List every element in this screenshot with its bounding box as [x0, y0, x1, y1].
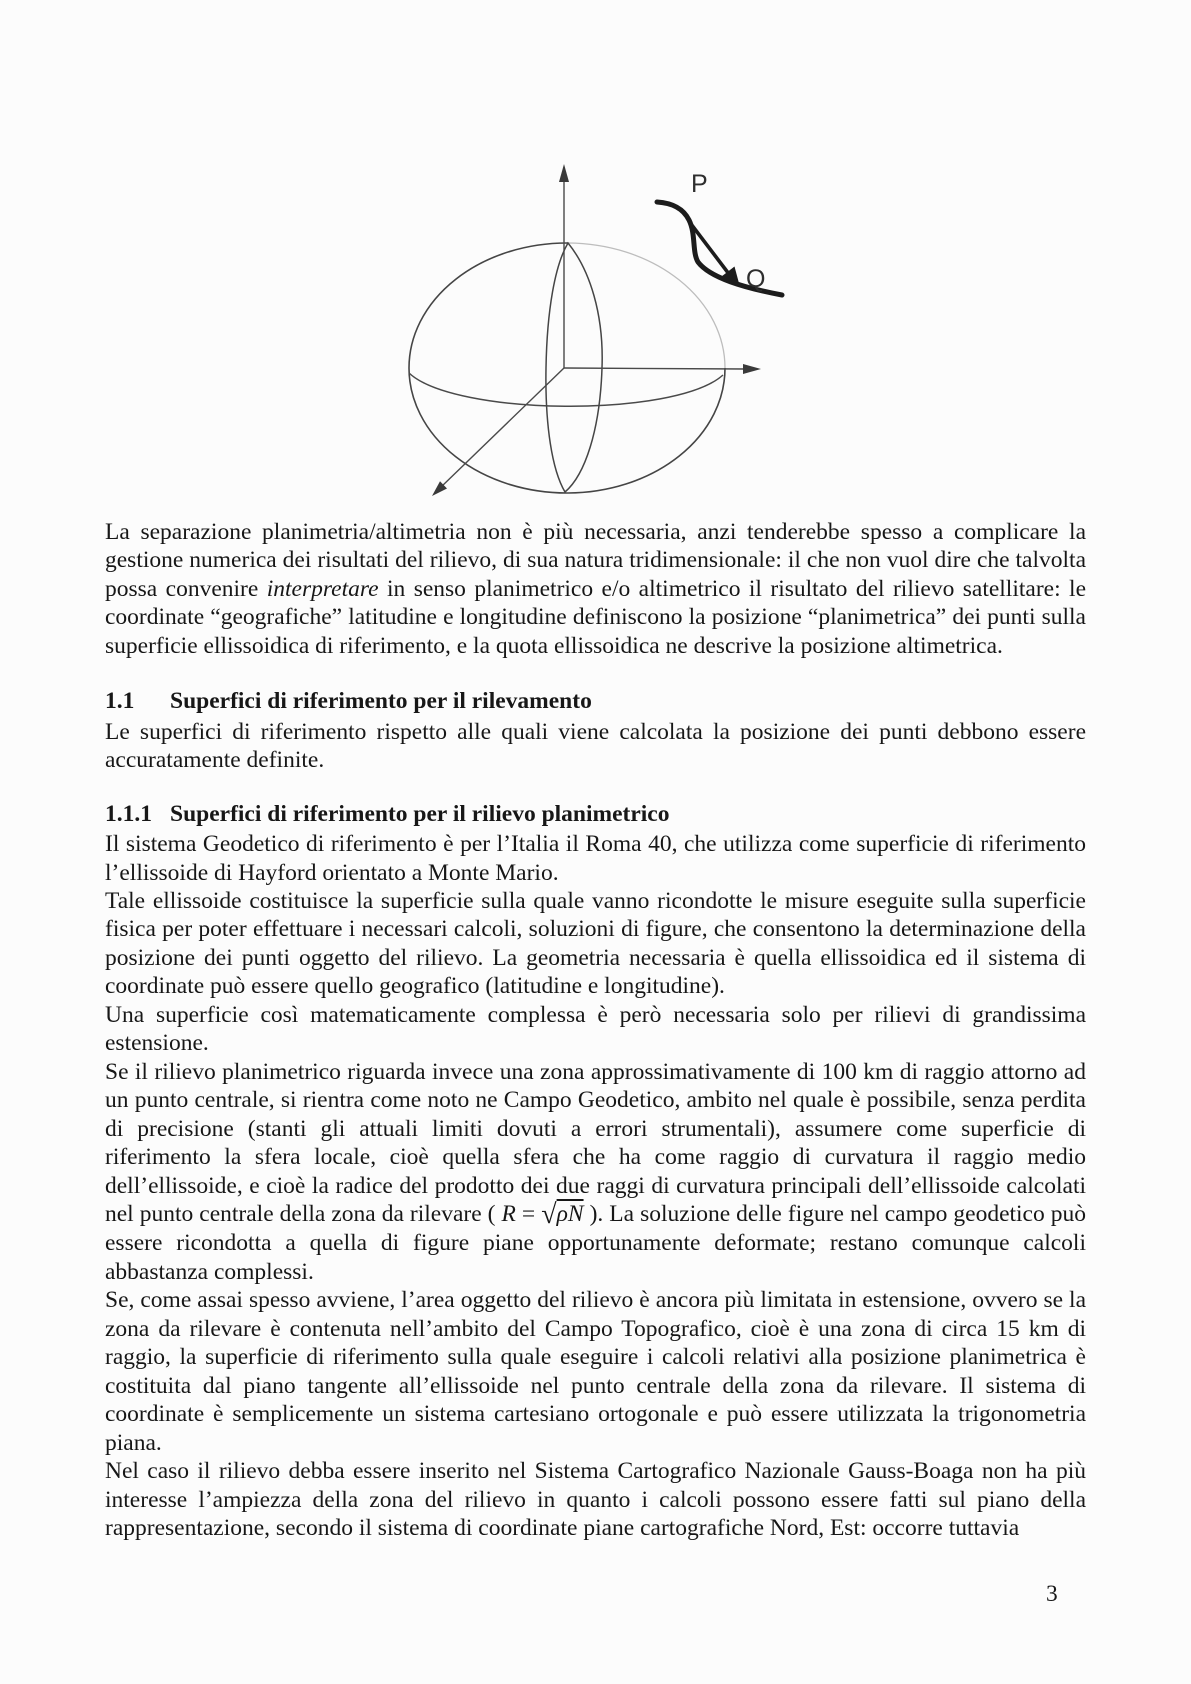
intro-paragraph [105, 518, 1086, 660]
equator-arc [409, 373, 723, 406]
ellipsoid-outline-back [568, 243, 725, 368]
x-axis [564, 368, 746, 369]
square-root-icon: √ [541, 1198, 557, 1230]
paragraph-campo-topografico: Se, come assai spesso avviene, l’area oggetto del rilievo è ancora più limitata in estensione, ovvero se la zona da rilevare è contenuta nell’ambito del Campo Topografico, cioè è una zona di circa 15 km di raggio, la superficie di riferimento sulla quale eseguire i calcoli relativi alla posizione planimetrica è costituita dal piano tangente all’ellissoide nel punto centrale della zona da rilevare. Il sistema di coordinate è semplicemente un sistema cartesiano ortogonale e può essere utilizzata la trigonometria piana. [105, 1287, 1086, 1456]
campo-geodetico-text-1: Se il rilievo planimetrico riguarda invece una zona approssimativamente di 100 km di raggio attorno ad un punto centrale, si rientra come noto ne Campo Geodetico, ambito nel quale è possibile, senza perdita di precisione (stanti gli attuali limiti dovuti a errori strumentali), assumere come superficie di riferimento la sfera locale, cioè quella sfera che ha come raggio di curvatura il raggio medio dell’ellissoide, e cioè la radice del prodotto dei due raggi di curvatura principali dell’ellissoide calcolati nel punto centrale della zona da rilevare ( [105, 1058, 1086, 1227]
paragraph-superficie-complessa: Una superficie così matematicamente complessa è però necessaria solo per rilievi di grandissima estensione. [105, 1001, 1086, 1057]
intro-text-2: in senso planimetrico e/o altimetrico il risultato del rilievo satellitare: le coordinate “geografiche” latitudine e longitudine definiscono la posizione “planimetrica” dei punti sulla superficie ellissoidica di riferimento, e la quota ellissoidica ne descrive la posizione altimetrica. [105, 575, 1087, 659]
section-heading-1-1 [105, 687, 1086, 715]
formula-close: ). [583, 1200, 604, 1227]
section-number-1-1: 1.1 [105, 688, 135, 715]
paragraph-tale-ellissoide: Tale ellissoide costituisce la superficie sulla quale vanno ricondotte le misure eseguite sulla superficie fisica per poter effettuare i necessari calcoli, soluzioni di figure, che consentono la determinazione della posizione dei punti oggetto del rilievo. La geometria necessaria è quella ellissoidica ed il sistema di coordinate può essere quello geografico (latitudine e longitudine). [105, 887, 1086, 1000]
paragraph-gauss-boaga: Nel caso il rilievo debba essere inserito nel Sistema Cartografico Nazionale Gauss-Boaga non ha più interesse l’ampiezza della zona del rilievo in quanto i calcoli possono essere fatti sul piano della rappresentazione, secondo il sistema di coordinate piane cartografiche Nord, Est: occorre tuttavia [105, 1458, 1086, 1541]
formula-equals: = [515, 1200, 542, 1227]
section-number-1-1-1: 1.1.1 [105, 800, 152, 827]
intro-text-1: La separazione planimetria/altimetria non è più necessaria, anzi tenderebbe spesso a complicare la gestione numerica dei risultati del rilievo, di sua natura tridimensionale: il che non vuol dire che talvolta possa convenire [105, 519, 1086, 602]
page-number: 3 [1046, 1581, 1058, 1607]
z-axis-arrowhead-icon [559, 164, 569, 182]
figure-label-p: P [691, 170, 708, 198]
paragraph-sistema-geodetico: Il sistema Geodetico di riferimento è per l’Italia il Roma 40, che utilizza come superficie di riferimento l’ellissoide di Hayford orientato a Monte Mario. [105, 831, 1086, 886]
text-column [105, 518, 1086, 1542]
radius-formula [501, 1198, 604, 1230]
campo-geodetico-text-2: La soluzione delle figure nel campo geodetico può essere ricondotta a quella di figure piane opportunamente deformate; restano comunque calcoli abbastanza complessi. [105, 1200, 1087, 1285]
paragraph-superfici-riferimento: Le superfici di riferimento rispetto alle quali viene calcolata la posizione dei punti debbono essere accuratamente definite. [105, 718, 1086, 774]
y-axis [440, 368, 564, 488]
figure-label-q: Q [746, 265, 766, 293]
x-axis-arrowhead-icon [743, 364, 761, 374]
intro-italic-word: interpretare [266, 575, 379, 602]
section-heading-1-1-1 [105, 800, 1086, 828]
formula-radicand: ρN [556, 1200, 584, 1227]
ellipsoid-figure [380, 140, 810, 508]
paragraph-campo-geodetico [105, 1058, 1086, 1287]
section-title-1-1-1: Superfici di riferimento per il rilievo planimetrico [170, 800, 670, 827]
formula-variable: R [501, 1200, 516, 1227]
section-title-1-1: Superfici di riferimento per il rilevamento [170, 688, 592, 715]
